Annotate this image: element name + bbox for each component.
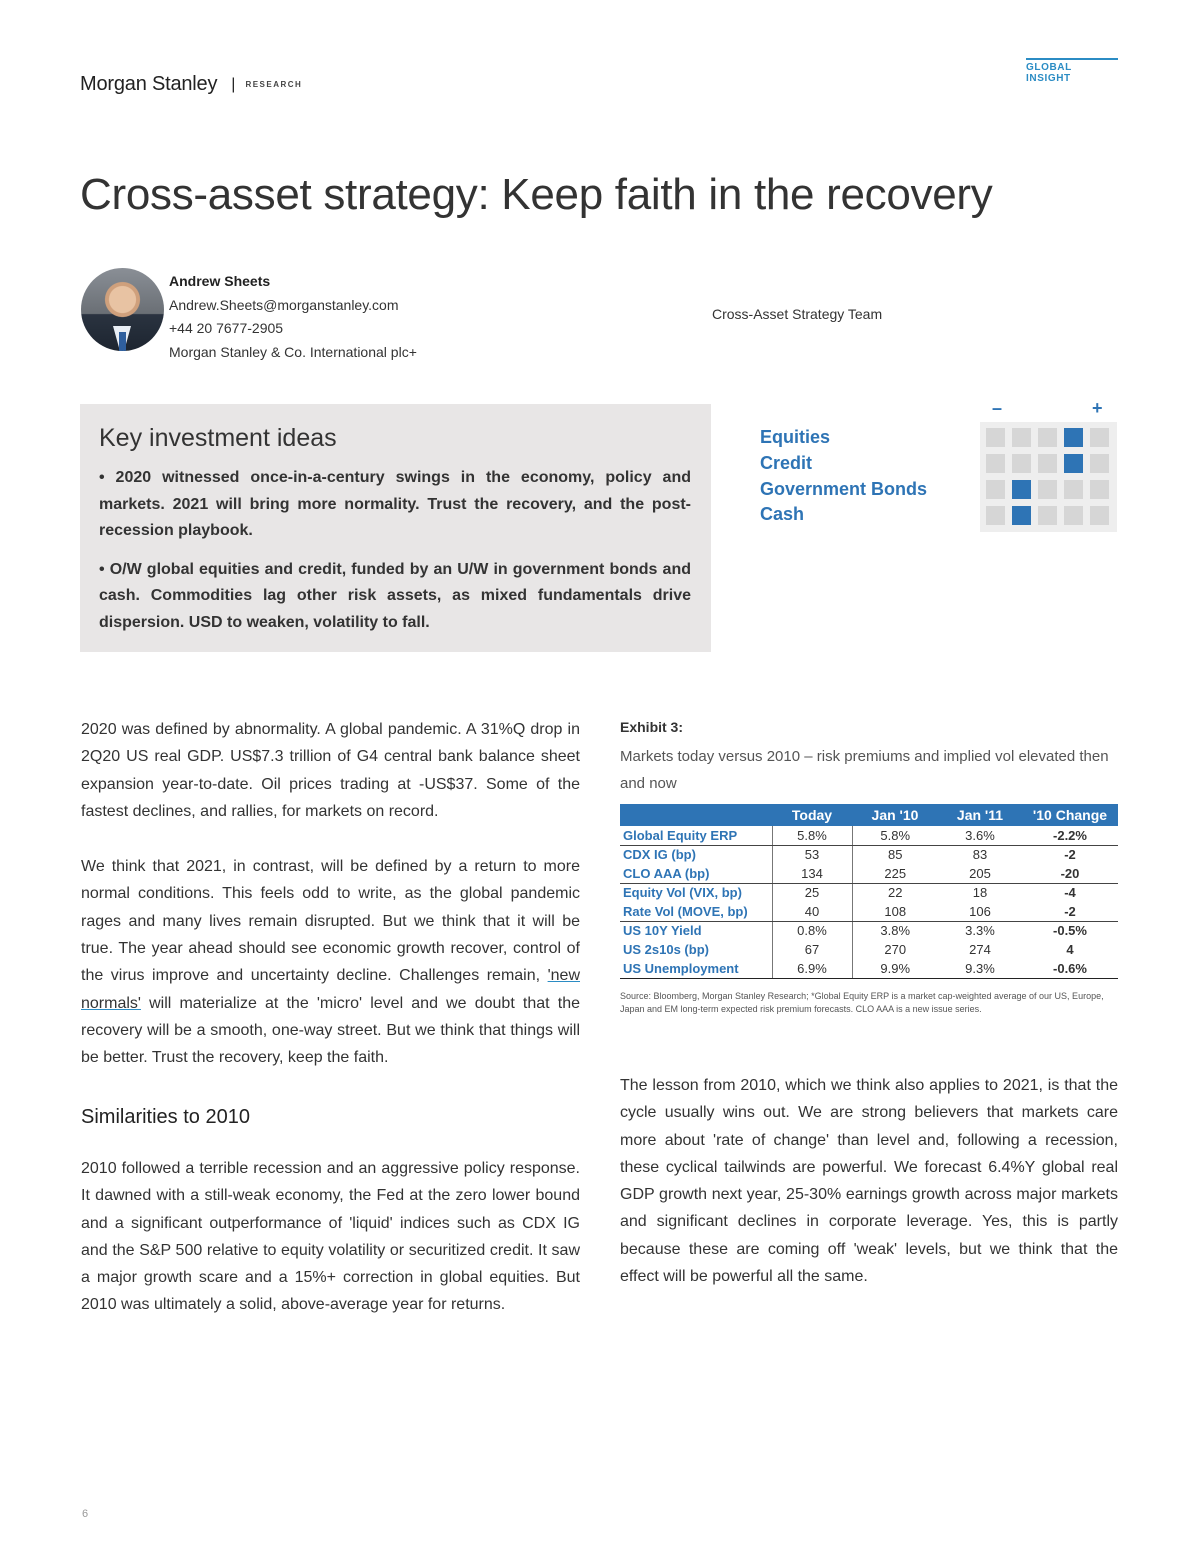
table-cell: 9.9% — [852, 959, 938, 978]
header-brand — [80, 73, 302, 96]
left-column-body — [81, 716, 580, 1100]
report-series-tag: GLOBAL INSIGHT — [1026, 58, 1118, 84]
positioning-cell — [1090, 506, 1109, 525]
positioning-cell — [986, 506, 1005, 525]
positioning-marker — [1064, 428, 1083, 447]
exhibit-caption: Markets today versus 2010 – risk premiums and implied vol elevated then and now — [620, 748, 1109, 792]
table-cell: 134 — [772, 864, 852, 883]
positioning-row — [986, 428, 1111, 447]
positioning-row — [986, 506, 1111, 525]
table-cell: 3.8% — [880, 923, 911, 939]
asset-label-government-bonds: Government Bonds — [760, 478, 928, 499]
positioning-cell — [1038, 428, 1057, 447]
row-label: US 2s10s (bp) — [620, 940, 772, 959]
section-label: RESEARCH — [245, 80, 303, 89]
table-row — [620, 959, 1118, 978]
author-email[interactable]: Andrew.Sheets@morganstanley.com — [169, 296, 399, 313]
table-cell: -20 — [1022, 864, 1118, 883]
table-cell: 3.3% — [965, 923, 995, 939]
body-paragraph: The lesson from 2010, which we think also applies to 2021, is that the cycle usually wins out. We are strong believers that markets care more about 'rate of change' than level and, following a recession, these cyclical tailwinds are powerful. We forecast 6.4%Y global real GDP growth next year, 25-30% earnings growth across major markets and significant declines in corporate leverage. Yes, this is partly because these are coming off 'weak' levels, but we think that the effect will be powerful all the same. — [620, 1077, 1118, 1286]
row-label: Equity Vol (VIX, bp) — [620, 883, 772, 902]
page-number: 6 — [82, 1508, 89, 1520]
table-row — [620, 921, 1118, 940]
table-cell: 3.6% — [938, 826, 1022, 845]
positioning-cell — [1038, 454, 1057, 473]
table-cell: 6.9% — [772, 959, 852, 978]
right-column-body — [620, 1072, 1118, 1290]
table-header-row — [620, 804, 1118, 826]
column-header: '10 Change — [1022, 804, 1118, 826]
table-cell: 25 — [772, 883, 852, 902]
positioning-marker — [1012, 506, 1031, 525]
page-title: Cross-asset strategy: Keep faith in the recovery — [80, 170, 993, 219]
table-cell: 0.8% — [772, 921, 852, 940]
table-row — [620, 864, 1118, 883]
positioning-cell — [986, 454, 1005, 473]
table-cell: 53 — [772, 845, 852, 864]
table-cell: 225 — [852, 864, 938, 883]
column-header: Today — [772, 804, 852, 826]
positioning-cell — [1064, 506, 1083, 525]
table-cell: -2 — [1064, 847, 1076, 863]
table-cell: 108 — [852, 902, 938, 921]
table-row — [620, 845, 1118, 864]
asset-label-equities: Equities — [760, 427, 831, 447]
table-row — [620, 902, 1118, 921]
body-paragraph: 2010 followed a terrible recession and an aggressive policy response. It dawned with a still-weak economy, the Fed at the zero lower bound and a significant outperformance of 'liquid' indices such as CDX IG and the S&P 500 relative to equity volatility or securitized credit. It saw a major growth scare and a 15%+ correction in global equities. But 2010 was ultimately a solid, above-average year for returns. — [81, 1160, 580, 1314]
table-cell: 22 — [888, 885, 903, 901]
positioning-marker — [1012, 480, 1031, 499]
brand-separator: | — [231, 75, 236, 93]
author-company: Morgan Stanley & Co. International plc+ — [169, 343, 417, 360]
exhibit-table — [620, 804, 1118, 979]
asset-label-credit: Credit — [760, 452, 813, 473]
table-row — [620, 826, 1118, 845]
row-label: CLO AAA (bp) — [620, 864, 772, 883]
positioning-cell — [1064, 480, 1083, 499]
positioning-cell — [1012, 454, 1031, 473]
table-cell: 205 — [938, 864, 1022, 883]
key-idea-bullet: • O/W global equities and credit, funded by an U/W in government bonds and cash. Commodities lag other risk assets, as mixed fundamentals drive dispersion. USD to weaken, volatility to fall. — [99, 560, 691, 631]
asset-class-list — [760, 425, 927, 528]
table-cell: 9.3% — [938, 959, 1022, 978]
overweight-sign: + — [1092, 398, 1103, 418]
positioning-cell — [986, 480, 1005, 499]
positioning-cell — [1038, 480, 1057, 499]
table-cell: 4 — [1066, 942, 1074, 957]
exhibit-source: Source: Bloomberg, Morgan Stanley Research; *Global Equity ERP is a market cap-weighted average of our US, Europe, Japan and EM long-term expected risk premium forecasts. CLO AAA is a new issue series. — [620, 991, 1104, 1014]
table-row — [620, 883, 1118, 902]
positioning-marker — [1064, 454, 1083, 473]
body-paragraph: 2020 was defined by abnormality. A global pandemic. A 31%Q drop in 2Q20 US real GDP. US$7.3 trillion of G4 central bank balance sheet expansion year-to-date. Oil prices trading at -US$37. Some of the fastest declines, and rallies, for markets on record. — [81, 721, 580, 820]
author-name: Andrew Sheets — [169, 273, 271, 289]
positioning-cell — [1012, 428, 1031, 447]
positioning-row — [986, 454, 1111, 473]
column-header — [620, 804, 772, 826]
author-photo — [81, 268, 164, 351]
positioning-grid — [980, 422, 1117, 532]
left-column-body-2 — [81, 1155, 580, 1347]
key-ideas-box — [80, 404, 711, 652]
row-label: US 10Y Yield — [620, 921, 772, 940]
author-phone: +44 20 7677-2905 — [169, 320, 284, 336]
asset-label-cash: Cash — [760, 504, 805, 525]
team-name: Cross-Asset Strategy Team — [712, 306, 883, 322]
table-cell: 5.8% — [772, 826, 852, 845]
table-cell: 83 — [972, 847, 988, 863]
table-cell: -0.5% — [1053, 923, 1087, 939]
key-idea-bullet: • 2020 witnessed once-in-a-century swings in the economy, policy and markets. 2021 will bring more normality. Trust the recovery, and the post-recession playbook. — [99, 469, 691, 539]
positioning-cell — [1038, 506, 1057, 525]
new-normals-link[interactable]: 'new normals' — [81, 967, 580, 1012]
table-cell: -2.2% — [1022, 826, 1118, 845]
brand-logo: Morgan Stanley — [80, 73, 218, 95]
table-row — [620, 940, 1118, 959]
table-cell: 270 — [884, 942, 907, 957]
table-cell: -4 — [1064, 885, 1076, 901]
positioning-cell — [1090, 480, 1109, 499]
column-header: Jan '11 — [938, 804, 1022, 826]
positioning-cell — [986, 428, 1005, 447]
row-label: Rate Vol (MOVE, bp) — [620, 902, 772, 921]
column-header: Jan '10 — [852, 804, 938, 826]
key-ideas-title: Key investment ideas — [99, 424, 337, 452]
table-cell: -2 — [1022, 902, 1118, 921]
body-paragraph: We think that 2021, in contrast, will be defined by a return to more normal conditions. This feels odd to write, as the global pandemic rages and many lives remain disrupted. But we think that it will be true. The year ahead should see economic growth recover, control of the virus improve and uncertainty decline. Challenges remain, 'new normals' will materialize at the 'micro' level and we doubt that the recovery will be a smooth, one-way street. But we think that things will be better. Trust the recovery, keep the faith. — [81, 858, 580, 1067]
section-heading: Similarities to 2010 — [81, 1106, 250, 1128]
underweight-sign: – — [992, 398, 1003, 418]
row-label: CDX IG (bp) — [620, 845, 772, 864]
table-cell: 85 — [888, 847, 903, 863]
table-cell: 67 — [772, 940, 852, 959]
table-cell: 274 — [969, 942, 991, 957]
exhibit-label: Exhibit 3: — [620, 719, 684, 735]
author-info — [169, 270, 417, 364]
row-label: Global Equity ERP — [620, 826, 772, 845]
table-cell: 18 — [972, 885, 988, 901]
row-label: US Unemployment — [620, 959, 772, 978]
positioning-cell — [1090, 454, 1109, 473]
table-cell: -0.6% — [1022, 959, 1118, 978]
positioning-row — [986, 480, 1111, 499]
table-cell: 106 — [938, 902, 1022, 921]
table-cell: 40 — [772, 902, 852, 921]
positioning-cell — [1090, 428, 1109, 447]
table-cell: 5.8% — [852, 826, 938, 845]
